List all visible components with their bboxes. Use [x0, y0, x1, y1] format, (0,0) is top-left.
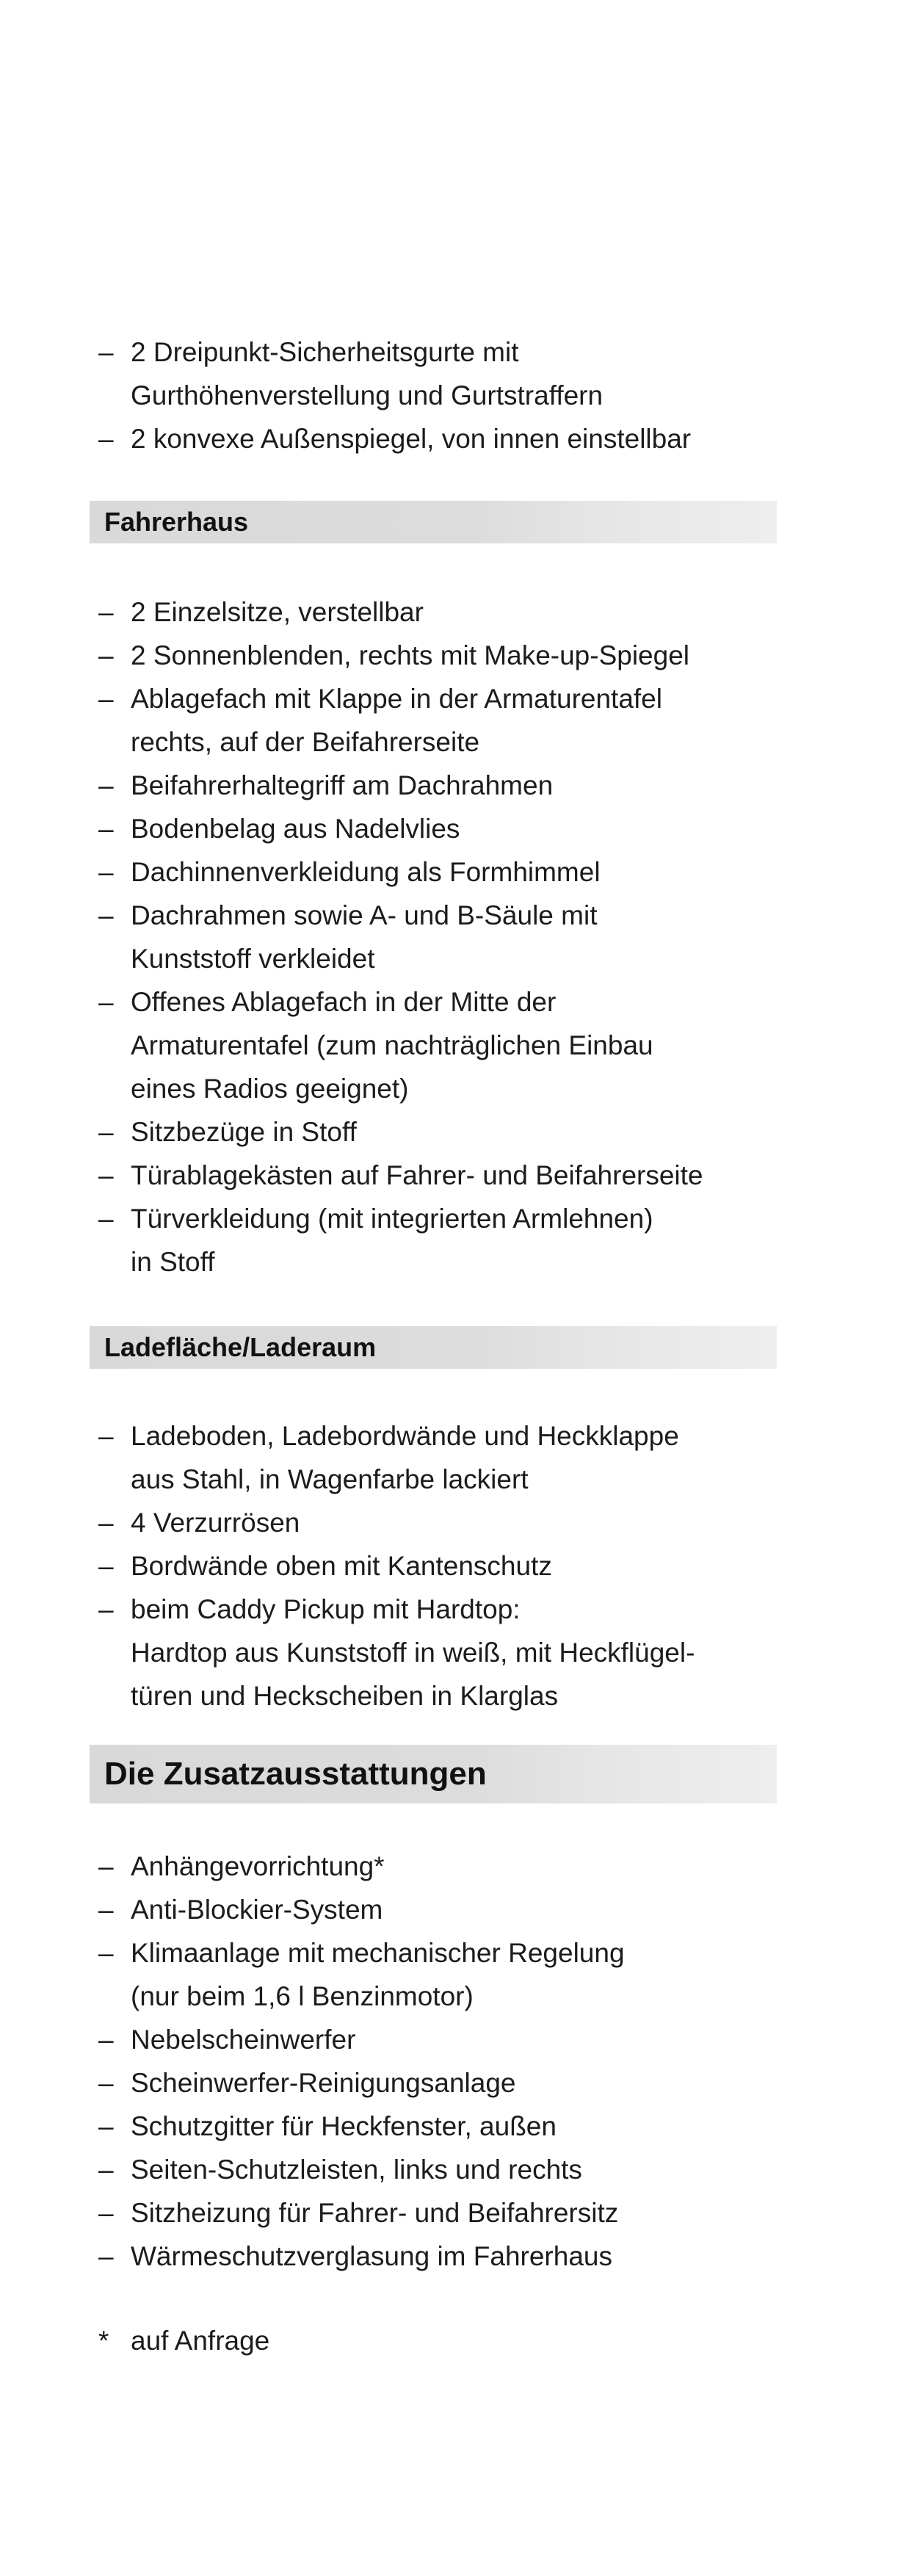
section-header-zusatz — [90, 1745, 777, 1803]
dash-bullet: – — [98, 814, 114, 844]
list-item — [98, 1197, 781, 1284]
dash-bullet: – — [98, 1508, 114, 1538]
dash-bullet: – — [98, 424, 114, 454]
section-title: Ladefläche/Laderaum — [104, 1332, 377, 1362]
list-item — [98, 2235, 781, 2278]
list-item — [98, 1501, 781, 1544]
list-item — [98, 2148, 781, 2191]
dash-bullet: – — [98, 2198, 114, 2228]
dash-bullet: – — [98, 987, 114, 1017]
item-text: 2 Dreipunkt-Sicherheitsgurte mit Gurthöhenverstellung und Gurtstraffern — [131, 337, 604, 410]
item-text: 2 konvexe Außenspiegel, von innen einstellbar — [131, 424, 692, 454]
dash-bullet: – — [98, 1421, 114, 1451]
list-item — [98, 1110, 781, 1154]
list-item — [98, 850, 781, 894]
item-text: 2 Einzelsitze, verstellbar — [131, 597, 424, 627]
item-text: Hardtop aus Kunststoff in weiß, mit Heckflügel- türen und Heckscheiben in Klarglas — [131, 1638, 695, 1711]
dash-bullet: – — [98, 2154, 114, 2185]
item-text: Dachrahmen sowie A- und B-Säule mit Kunststoff verkleidet — [131, 900, 598, 974]
list-item — [98, 1931, 781, 2018]
list-item — [98, 894, 781, 980]
list-item — [98, 764, 781, 807]
dash-bullet: – — [98, 1160, 114, 1190]
list-item — [98, 1845, 781, 1888]
list-item-continuation — [98, 1631, 781, 1718]
item-text: Türablagekästen auf Fahrer- und Beifahrerseite — [131, 1160, 703, 1190]
ladeflaeche-list — [98, 1414, 781, 1718]
item-text: Sitzbezüge in Stoff — [131, 1117, 357, 1147]
item-text: Beifahrerhaltegriff am Dachrahmen — [131, 770, 554, 800]
section-header-ladeflaeche — [90, 1326, 777, 1369]
dash-bullet: – — [98, 1204, 114, 1234]
item-text: Sitzheizung für Fahrer- und Beifahrersitz — [131, 2198, 619, 2228]
dash-bullet: – — [98, 900, 114, 930]
list-item — [98, 1414, 781, 1501]
list-item — [98, 2191, 781, 2235]
dash-bullet: – — [98, 2241, 114, 2271]
footnote — [98, 2319, 269, 2362]
dash-bullet: – — [98, 1938, 114, 1968]
item-text: Scheinwerfer-Reinigungsanlage — [131, 2068, 516, 2098]
dash-bullet: – — [98, 2025, 114, 2055]
dash-bullet: – — [98, 640, 114, 670]
dash-bullet: – — [98, 857, 114, 887]
item-text: 2 Sonnenblenden, rechts mit Make-up-Spiegel — [131, 640, 690, 670]
dash-bullet: – — [98, 1551, 114, 1581]
dash-bullet: – — [98, 597, 114, 627]
item-text: Offenes Ablagefach in der Mitte der Armaturentafel (zum nachträglichen Einbau eines Radios geeignet) — [131, 987, 653, 1104]
list-item — [98, 677, 781, 764]
list-item — [98, 1888, 781, 1931]
dash-bullet: – — [98, 684, 114, 714]
list-item — [98, 1544, 781, 1588]
dash-bullet: – — [98, 2111, 114, 2141]
list-item — [98, 1588, 781, 1631]
item-text: Dachinnenverkleidung als Formhimmel — [131, 857, 601, 887]
footnote-marker: * — [98, 2326, 109, 2356]
item-text: Ablagefach mit Klappe in der Armaturentafel rechts, auf der Beifahrerseite — [131, 684, 662, 757]
item-text: Anhängevorrichtung* — [131, 1851, 385, 1881]
section-title: Die Zusatzausstattungen — [104, 1756, 487, 1792]
item-text: Nebelscheinwerfer — [131, 2025, 356, 2055]
item-text: Türverkleidung (mit integrierten Armlehnen) in Stoff — [131, 1204, 653, 1277]
footnote-text: auf Anfrage — [131, 2326, 270, 2356]
item-text: Klimaanlage mit mechanischer Regelung (nur beim 1,6 l Benzinmotor) — [131, 1938, 625, 2011]
list-item — [98, 330, 781, 417]
fahrerhaus-list — [98, 590, 781, 1284]
list-item — [98, 2061, 781, 2105]
item-text: Bodenbelag aus Nadelvlies — [131, 814, 460, 844]
dash-bullet: – — [98, 337, 114, 367]
dash-bullet: – — [98, 1117, 114, 1147]
dash-bullet: – — [98, 770, 114, 800]
item-text: Ladeboden, Ladebordwände und Heckklappe aus Stahl, in Wagenfarbe lackiert — [131, 1421, 679, 1494]
item-text: beim Caddy Pickup mit Hardtop: — [131, 1594, 521, 1624]
item-text: Anti-Blockier-System — [131, 1895, 383, 1925]
list-item — [98, 980, 781, 1110]
list-item — [98, 1154, 781, 1197]
zusatz-list — [98, 1845, 781, 2278]
item-text: Wärmeschutzverglasung im Fahrerhaus — [131, 2241, 612, 2271]
list-item — [98, 590, 781, 634]
list-item — [98, 417, 781, 460]
item-text: Seiten-Schutzleisten, links und rechts — [131, 2154, 582, 2185]
safety-list — [98, 330, 781, 460]
section-title: Fahrerhaus — [104, 507, 249, 537]
list-item — [98, 2018, 781, 2061]
item-text: Bordwände oben mit Kantenschutz — [131, 1551, 552, 1581]
dash-bullet: – — [98, 1895, 114, 1925]
item-text: Schutzgitter für Heckfenster, außen — [131, 2111, 557, 2141]
list-item — [98, 2105, 781, 2148]
item-text: 4 Verzurrösen — [131, 1508, 300, 1538]
dash-bullet: – — [98, 2068, 114, 2098]
list-item — [98, 634, 781, 677]
list-item — [98, 807, 781, 850]
section-header-fahrerhaus — [90, 501, 777, 543]
dash-bullet: – — [98, 1594, 114, 1624]
dash-bullet: – — [98, 1851, 114, 1881]
